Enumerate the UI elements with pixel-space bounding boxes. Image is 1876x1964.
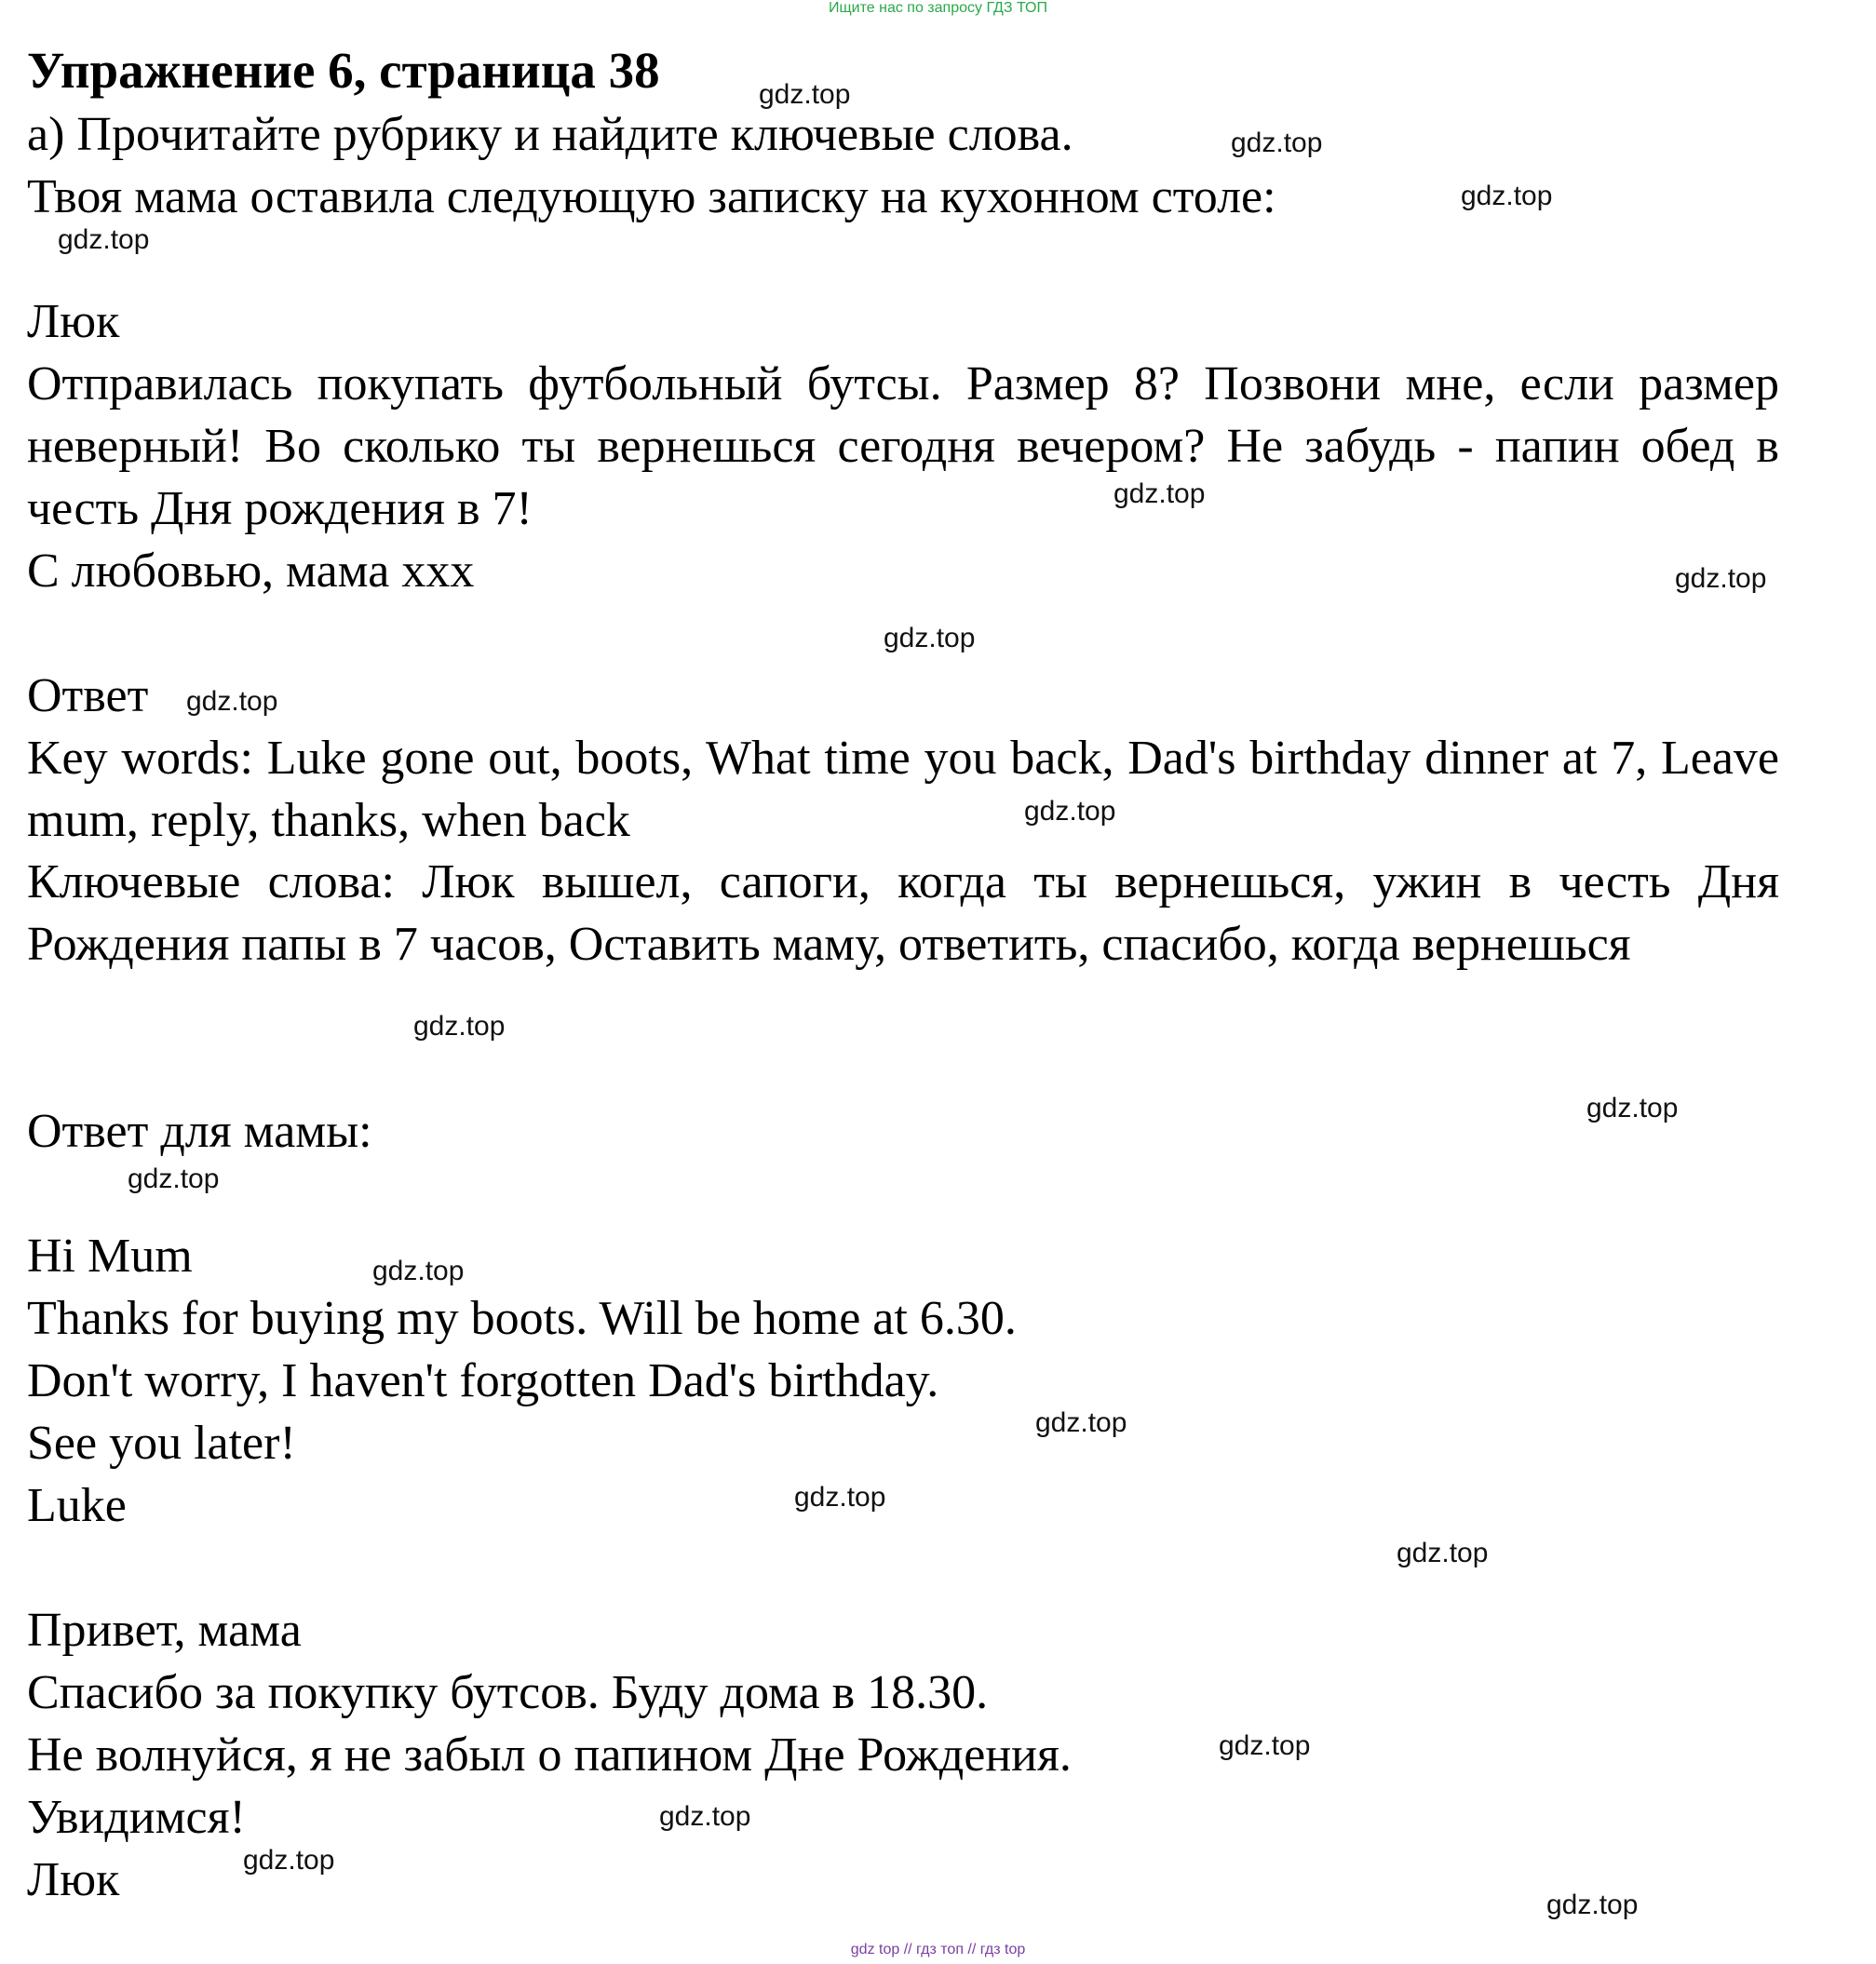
watermark: gdz.top: [1113, 478, 1206, 509]
note-body: Отправилась покупать футбольный бутсы. Размер 8? Позвони мне, если размер неверный! Во сколько ты вернешься сегодня вечером? Не забудь - папин обед в честь Дня рождения в 7!: [27, 357, 1779, 535]
watermark: gdz.top: [1397, 1538, 1489, 1568]
reply-heading: Ответ для мамы:: [27, 1105, 372, 1158]
reply-en-line: Luke: [27, 1479, 127, 1532]
reply-ru-line: Спасибо за покупку бутсов. Буду дома в 18.30.: [27, 1666, 989, 1719]
key-words-ru: Ключевые слова: Люк вышел, сапоги, когда ты вернешься, ужин в честь Дня Рождения папы в 7 часов, Оставить маму, ответить, спасибо, когда вернешься: [27, 855, 1779, 971]
intro-text: Твоя мама оставила следующую записку на кухонном столе:: [27, 170, 1276, 223]
reply-en-line: See you later!: [27, 1417, 296, 1470]
watermark: gdz.top: [1231, 128, 1323, 158]
watermark: gdz.top: [58, 224, 150, 255]
task-text: а) Прочитайте рубрику и найдите ключевые слова.: [27, 108, 1073, 161]
watermark: gdz.top: [1219, 1730, 1311, 1761]
watermark: gdz.top: [1035, 1407, 1127, 1438]
watermark: gdz.top: [413, 1011, 506, 1042]
watermark: gdz.top: [1024, 796, 1116, 827]
watermark: gdz.top: [243, 1845, 335, 1876]
note-name: Люк: [27, 295, 120, 348]
reply-ru-line: Привет, мама: [27, 1604, 302, 1657]
watermark: gdz.top: [128, 1164, 220, 1194]
watermark: gdz.top: [186, 686, 278, 717]
key-words-en: Key words: Luke gone out, boots, What time you back, Dad's birthday dinner at 7, Leave mum, reply, thanks, when back: [27, 732, 1779, 847]
reply-en-line: Hi Mum: [27, 1230, 193, 1283]
page-title: Упражнение 6, страница 38: [27, 42, 660, 99]
watermark: gdz.top: [372, 1256, 465, 1286]
reply-ru-line: Не волнуйся, я не забыл о папином Дне Рождения.: [27, 1729, 1072, 1782]
watermark: gdz.top: [1586, 1093, 1679, 1123]
watermark: gdz.top: [659, 1801, 751, 1832]
top-banner: Ищите нас по запросу ГДЗ ТОП: [829, 0, 1047, 16]
watermark: gdz.top: [1675, 563, 1767, 594]
watermark: gdz.top: [1461, 181, 1553, 211]
reply-ru-line: Увидимся!: [27, 1791, 246, 1844]
reply-ru-line: Люк: [27, 1853, 120, 1906]
answer-heading: Ответ: [27, 669, 149, 722]
reply-en-line: Don't worry, I haven't forgotten Dad's birthday.: [27, 1354, 939, 1407]
watermark: gdz.top: [794, 1482, 886, 1513]
bottom-banner: gdz top // гдз топ // гдз top: [850, 1942, 1026, 1957]
watermark: gdz.top: [884, 623, 976, 653]
watermark: gdz.top: [759, 79, 851, 110]
note-signoff: С любовью, мама ххх: [27, 545, 475, 598]
reply-en-line: Thanks for buying my boots. Will be home at 6.30.: [27, 1292, 1017, 1345]
watermark: gdz.top: [1546, 1890, 1639, 1920]
